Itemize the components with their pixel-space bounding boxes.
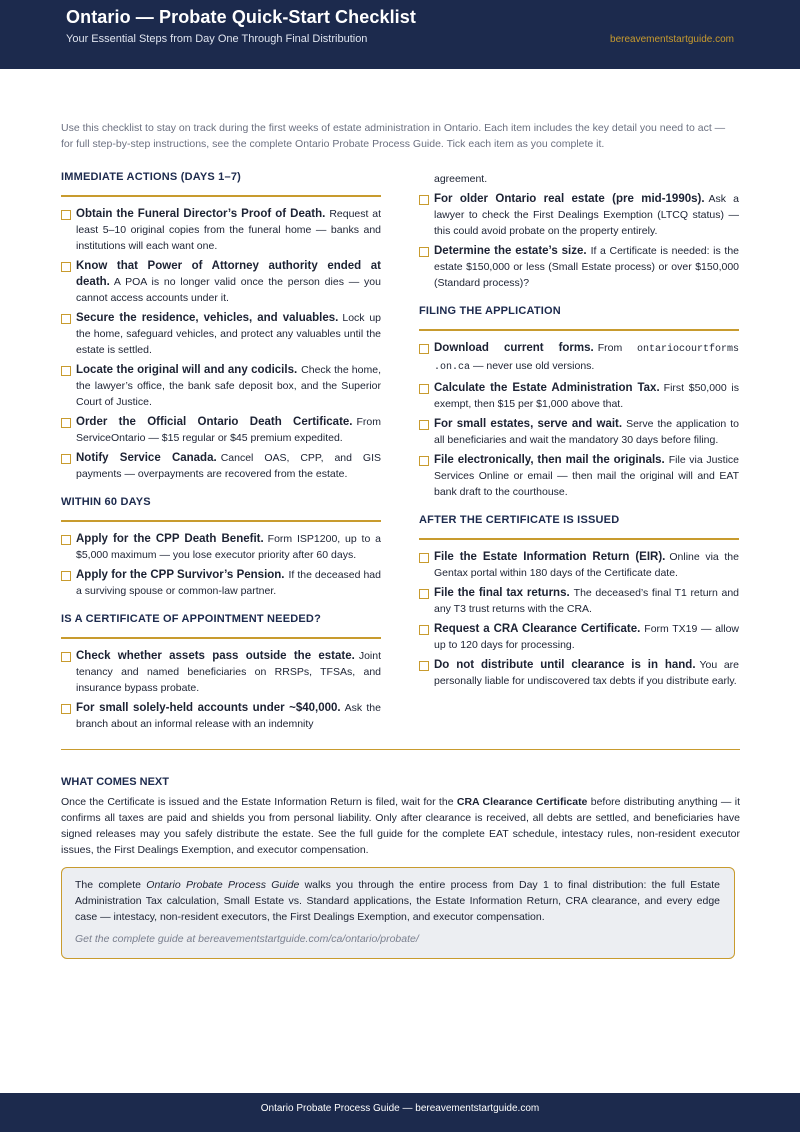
item-title: Check whether assets pass outside the estate. — [76, 650, 355, 662]
item-detail: Request at least 5–10 original copies from the funeral home — banks and institutions will each want one. — [76, 208, 381, 252]
guide-link[interactable]: Get the complete guide at bereavementstartguide.com/ca/ontario/probate/ — [75, 933, 419, 945]
next-emphasis: CRA Clearance Certificate — [456, 796, 588, 808]
checklist-item — [61, 362, 381, 410]
section-heading-filing: FILING THE APPLICATION — [419, 305, 739, 331]
item-detail: Joint tenancy and named beneficiaries on RRSPs, TFSAs, and insurance bypass probate. — [76, 650, 381, 694]
item-title: Notify Service Canada. — [76, 452, 217, 464]
item-detail: First $50,000 is exempt, then $15 per $1,000 above that. — [434, 382, 739, 410]
next-body — [61, 794, 740, 858]
item-detail: Form TX19 — allow up to 120 days for processing. — [434, 623, 740, 651]
checklist-item — [419, 549, 739, 581]
site-link[interactable]: bereavementstartguide.com — [610, 34, 734, 45]
section-divider — [61, 749, 740, 750]
checkbox[interactable] — [419, 344, 429, 354]
immediate-list — [61, 206, 381, 482]
checkbox[interactable] — [419, 420, 429, 430]
item-title: Secure the residence, vehicles, and valuables. — [76, 312, 339, 324]
checklist-item — [61, 414, 381, 446]
item-title: Do not distribute until clearance is in hand. — [434, 659, 696, 671]
checklist-item — [419, 243, 739, 291]
checklist-item — [419, 416, 739, 448]
checkbox[interactable] — [61, 366, 71, 376]
page-footer — [0, 1093, 800, 1132]
checkbox[interactable] — [61, 262, 71, 272]
checkbox[interactable] — [61, 418, 71, 428]
checklist-item — [419, 585, 739, 617]
next-text: Once the Certificate is issued and the Estate Information Return is filed, wait for the — [61, 796, 454, 808]
item-title: Determine the estate’s size. — [434, 245, 587, 257]
checklist-item — [61, 258, 381, 306]
footer-text: Ontario Probate Process Guide — bereavementstartguide.com — [260, 1103, 540, 1114]
item-title: Request a CRA Clearance Certificate. — [434, 623, 641, 635]
item-detail: — never use old versions. — [472, 360, 595, 372]
checklist-item — [419, 380, 739, 412]
checkbox[interactable] — [61, 571, 71, 581]
item-detail: Online via the Gentax portal within 180 days of the Certificate date. — [434, 551, 739, 579]
item-detail: Serve the application to all beneficiaries and wait the mandatory 30 days before filing. — [434, 418, 739, 446]
item-detail: Ask the branch about an informal release with an indemnity — [76, 702, 381, 730]
item-detail: Check the home, the lawyer’s office, the bank safe deposit box, and the Superior Court of Justice. — [76, 364, 381, 408]
item-title: Locate the original will and any codicils. — [76, 364, 298, 376]
checkbox[interactable] — [419, 589, 429, 599]
guide-title: Ontario Probate Process Guide — [146, 879, 300, 891]
callout-text-part: The complete — [75, 879, 141, 891]
section-heading-after: AFTER THE CERTIFICATE IS ISSUED — [419, 514, 739, 540]
checklist-item — [419, 340, 739, 376]
item-detail: You are personally liable for undiscovered tax debts if you distribute early. — [434, 659, 740, 687]
checkbox[interactable] — [61, 210, 71, 220]
item-detail: The deceased’s final T1 return and any T3 trust returns with the CRA. — [434, 587, 739, 615]
page-subtitle: Your Essential Steps from Day One Through Final Distribution — [66, 33, 368, 45]
item-title: File the final tax returns. — [434, 587, 570, 599]
item-title: Calculate the Estate Administration Tax. — [434, 382, 660, 394]
item-title: For small estates, serve and wait. — [434, 418, 623, 430]
section-heading-certificate: IS A CERTIFICATE OF APPOINTMENT NEEDED? — [61, 613, 381, 639]
checkbox[interactable] — [419, 195, 429, 205]
checklist-item — [61, 567, 381, 599]
item-title: For small solely-held accounts under ~$40,000. — [76, 702, 341, 714]
checklist-item — [61, 206, 381, 254]
item-title: Obtain the Funeral Director’s Proof of Death. — [76, 208, 326, 220]
item-detail: Lock up the home, safeguard vehicles, and protect any valuables until the estate is settled. — [76, 312, 381, 356]
page-title: Ontario — Probate Quick-Start Checklist — [66, 7, 416, 27]
callout-text-part: walks you through the entire process from Day 1 to final distribution: the full Estate Administration Tax calculation, Small Estate vs. Standard applications, the Estate Information Return, CRA clearance, and every edge case — intestacy, non-resident executors, the First Dealings Exemption, and executor compensation. — [75, 879, 720, 923]
item-detail: Cancel OAS, CPP, and GIS payments — overpayments are recovered from the estate. — [76, 452, 381, 480]
checkbox[interactable] — [61, 454, 71, 464]
item-title: File the Estate Information Return (EIR). — [434, 551, 666, 563]
checkbox[interactable] — [61, 535, 71, 545]
right-column — [419, 171, 739, 693]
item-title: For older Ontario real estate (pre mid-1990s). — [434, 193, 705, 205]
item-title: Know that Power of Attorney authority ended at death. — [76, 260, 381, 288]
item-title: Apply for the CPP Survivor’s Pension. — [76, 569, 285, 581]
item-detail: File via Justice Services Online or email — then mail the original will and EAT bank draft to the courthouse. — [434, 454, 740, 498]
checkbox[interactable] — [419, 247, 429, 257]
checklist-item — [61, 310, 381, 358]
checklist-item — [419, 657, 739, 689]
item-title: Download current forms. — [434, 342, 594, 354]
checkbox[interactable] — [61, 652, 71, 662]
checkbox[interactable] — [61, 704, 71, 714]
checklist-item — [419, 621, 739, 653]
item-title: Apply for the CPP Death Benefit. — [76, 533, 264, 545]
item-detail: If a Certificate is needed: is the estate $150,000 or less (Small Estate process) or over $150,000 (Standard process)? — [434, 245, 739, 289]
item-detail: From — [597, 342, 623, 354]
checkbox[interactable] — [61, 314, 71, 324]
forms-url[interactable]: ontariocourtforms .on.ca — [434, 344, 739, 373]
checkbox[interactable] — [419, 384, 429, 394]
next-text: before distributing anything — it confirms all taxes are paid and shields you from personal liability. Only after clearance is received, all debts are settled, and beneficiaries have signed releases may you safely distribute the estate. See the full guide for the complete EAT schedule, intestacy rules, non-resident executor issues, the First Dealings Exemption, and executor compensation. — [61, 796, 740, 856]
item-title: Order the Official Ontario Death Certificate. — [76, 416, 353, 428]
checkbox[interactable] — [419, 625, 429, 635]
item-detail: Ask a lawyer to check the First Dealings Exemption (LTCQ status) — this could avoid probate on the property entirely. — [434, 193, 739, 237]
checklist-item — [61, 531, 381, 563]
guide-callout — [61, 867, 735, 959]
callout-text — [75, 877, 720, 925]
checkbox[interactable] — [419, 553, 429, 563]
page-header — [0, 0, 800, 69]
intro-text: Use this checklist to stay on track during the first weeks of estate administration in Ontario. Each item includes the key detail you need to act — for full step-by-step instructions, see the complete Ontario Probate Process Guide. Tick each item as you complete it. — [61, 122, 726, 150]
item-continuation: agreement. — [434, 173, 488, 185]
left-column — [61, 171, 381, 736]
checklist-item — [419, 452, 739, 500]
item-detail: From ServiceOntario — $15 regular or $45 premium expedited. — [76, 416, 381, 444]
checkbox[interactable] — [419, 661, 429, 671]
checkbox[interactable] — [419, 456, 429, 466]
item-detail: Form ISP1200, up to a $5,000 maximum — you lose executor priority after 60 days. — [76, 533, 381, 561]
checklist-item — [61, 700, 381, 732]
item-detail: If the deceased had a surviving spouse or common-law partner. — [76, 569, 381, 597]
next-heading: WHAT COMES NEXT — [61, 776, 169, 788]
checklist-item — [419, 191, 739, 239]
item-title: File electronically, then mail the originals. — [434, 454, 665, 466]
checklist-item — [61, 450, 381, 482]
section-heading-sixty-days: WITHIN 60 DAYS — [61, 496, 381, 522]
item-detail: A POA is no longer valid once the person dies — you cannot access accounts under it. — [76, 276, 381, 304]
checklist-item — [61, 648, 381, 696]
section-heading-immediate: IMMEDIATE ACTIONS (DAYS 1–7) — [61, 171, 381, 197]
